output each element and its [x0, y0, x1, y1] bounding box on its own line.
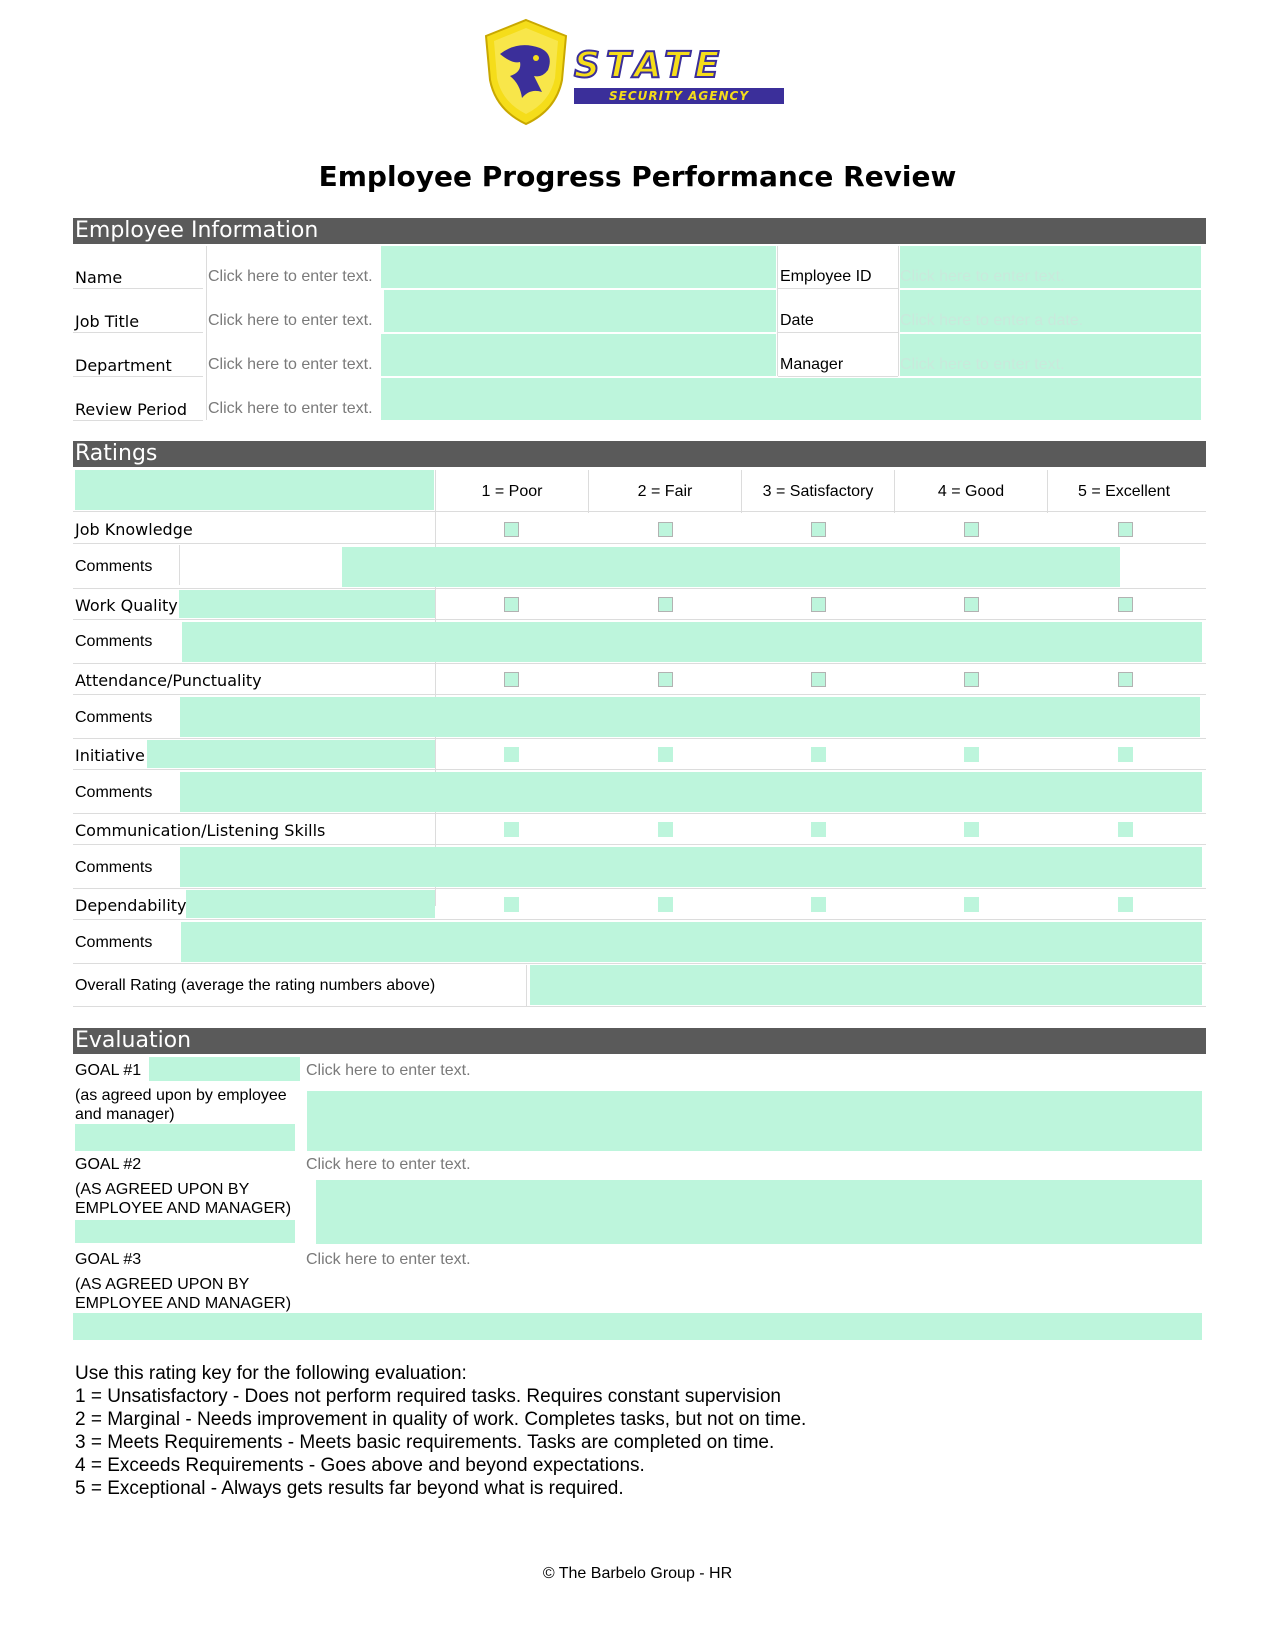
criterion-field[interactable] [179, 590, 435, 618]
goal-1-label-field[interactable] [149, 1057, 300, 1081]
rating-checkbox[interactable] [658, 522, 673, 537]
section-header-ratings: Ratings [73, 441, 1206, 467]
rating-checkbox[interactable] [811, 897, 826, 912]
name-placeholder[interactable]: Click here to enter text. [208, 268, 373, 285]
overall-rating-field[interactable] [530, 965, 1202, 1005]
job-title-field[interactable] [384, 290, 776, 332]
goal-3-field[interactable] [73, 1313, 1202, 1340]
comments-label: Comments [75, 633, 153, 650]
rating-checkbox[interactable] [504, 747, 519, 762]
rating-checkbox[interactable] [1118, 747, 1133, 762]
ratings-corner-cell [75, 470, 434, 510]
rating-checkbox[interactable] [504, 897, 519, 912]
goal-3-label: GOAL #3 [75, 1251, 142, 1268]
criterion-label: Attendance/Punctuality [75, 671, 262, 690]
rating-checkbox[interactable] [1118, 897, 1133, 912]
rating-checkbox[interactable] [1118, 822, 1133, 837]
criterion-field[interactable] [147, 740, 435, 768]
date-placeholder[interactable]: Click here to enter a date. [900, 312, 1084, 329]
goal-1-placeholder[interactable]: Click here to enter text. [306, 1062, 471, 1079]
employee-id-placeholder[interactable]: Click here to enter text. [900, 268, 1065, 285]
page-title: Employee Progress Performance Review [318, 160, 957, 193]
criterion-field[interactable] [186, 890, 435, 918]
comments-label: Comments [75, 709, 153, 726]
comments-field[interactable] [181, 922, 1202, 962]
review-period-label: Review Period [75, 400, 188, 419]
rating-checkbox[interactable] [1118, 522, 1133, 537]
criterion-label: Dependability [75, 896, 187, 915]
rating-key-item-1: 1 = Unsatisfactory - Does not perform required tasks. Requires constant supervision [75, 1386, 781, 1407]
scale-header-1: 1 = Poor [481, 483, 543, 500]
logo-word-state: STATE [574, 45, 726, 86]
comments-field[interactable] [180, 847, 1202, 887]
goal-2-field[interactable] [316, 1180, 1202, 1244]
rating-key-item-4: 4 = Exceeds Requirements - Goes above and beyond expectations. [75, 1455, 645, 1476]
employee-id-label: Employee ID [780, 268, 872, 285]
rating-checkbox[interactable] [504, 522, 519, 537]
name-field[interactable] [381, 246, 776, 288]
comments-label: Comments [75, 784, 153, 801]
rating-checkbox[interactable] [811, 822, 826, 837]
comments-field[interactable] [342, 547, 1120, 587]
rating-key-intro: Use this rating key for the following evaluation: [75, 1363, 467, 1384]
rating-checkbox[interactable] [811, 747, 826, 762]
rating-checkbox[interactable] [811, 522, 826, 537]
department-field[interactable] [381, 334, 776, 376]
criterion-label: Work Quality [75, 596, 178, 615]
logo [482, 18, 792, 126]
goal-2-label: GOAL #2 [75, 1156, 142, 1173]
manager-placeholder[interactable]: Click here to enter text. [900, 356, 1065, 373]
rating-checkbox[interactable] [658, 597, 673, 612]
rating-checkbox[interactable] [658, 672, 673, 687]
goal-2-note-field[interactable] [75, 1220, 295, 1243]
goal-3-placeholder[interactable]: Click here to enter text. [306, 1251, 471, 1268]
scale-header-3: 3 = Satisfactory [762, 483, 874, 500]
footer: © The Barbelo Group - HR [542, 1565, 733, 1582]
department-placeholder[interactable]: Click here to enter text. [208, 356, 373, 373]
job-title-placeholder[interactable]: Click here to enter text. [208, 312, 373, 329]
scale-header-2: 2 = Fair [637, 483, 693, 500]
job-title-label: Job Title [75, 312, 140, 331]
criterion-label: Job Knowledge [75, 520, 193, 539]
rating-key-item-5: 5 = Exceptional - Always gets results far beyond what is required. [75, 1478, 624, 1499]
manager-label: Manager [780, 356, 844, 373]
goal-2-note: (AS AGREED UPON BY EMPLOYEE AND MANAGER) [75, 1181, 292, 1217]
rating-checkbox[interactable] [658, 822, 673, 837]
goal-1-note: (as agreed upon by employee and manager) [75, 1087, 287, 1123]
scale-header-5: 5 = Excellent [1077, 483, 1171, 500]
comments-field[interactable] [182, 622, 1202, 662]
rating-checkbox[interactable] [504, 822, 519, 837]
goal-1-note-field[interactable] [75, 1124, 295, 1151]
review-period-placeholder[interactable]: Click here to enter text. [208, 400, 373, 417]
rating-checkbox[interactable] [811, 597, 826, 612]
goal-2-placeholder[interactable]: Click here to enter text. [306, 1156, 471, 1173]
goal-1-field[interactable] [307, 1091, 1202, 1151]
rating-checkbox[interactable] [504, 672, 519, 687]
comments-label: Comments [75, 558, 153, 575]
review-period-field[interactable] [381, 378, 1201, 420]
section-header-evaluation: Evaluation [73, 1028, 1206, 1054]
section-header-employee-information: Employee Information [73, 218, 1206, 244]
date-label: Date [780, 312, 814, 329]
criterion-label: Communication/Listening Skills [75, 821, 326, 840]
goal-3-note: (AS AGREED UPON BY EMPLOYEE AND MANAGER) [75, 1276, 292, 1312]
rating-checkbox[interactable] [964, 822, 979, 837]
name-label: Name [75, 268, 123, 287]
rating-checkbox[interactable] [964, 897, 979, 912]
rating-checkbox[interactable] [658, 747, 673, 762]
rating-checkbox[interactable] [964, 522, 979, 537]
scale-header-4: 4 = Good [937, 483, 1005, 500]
rating-checkbox[interactable] [964, 672, 979, 687]
comments-label: Comments [75, 859, 153, 876]
criterion-label: Initiative [75, 746, 145, 765]
comments-field[interactable] [180, 772, 1202, 812]
rating-checkbox[interactable] [1118, 672, 1133, 687]
rating-checkbox[interactable] [658, 897, 673, 912]
shield-icon [482, 18, 570, 126]
rating-checkbox[interactable] [964, 747, 979, 762]
comments-field[interactable] [180, 697, 1200, 737]
department-label: Department [75, 356, 172, 375]
logo-word-agency: SECURITY AGENCY [574, 88, 784, 104]
rating-checkbox[interactable] [1118, 597, 1133, 612]
rating-key-item-3: 3 = Meets Requirements - Meets basic requirements. Tasks are completed on time. [75, 1432, 775, 1453]
rating-checkbox[interactable] [811, 672, 826, 687]
overall-rating-label: Overall Rating (average the rating numbers above) [75, 977, 436, 994]
rating-checkbox[interactable] [504, 597, 519, 612]
comments-label: Comments [75, 934, 153, 951]
goal-1-label: GOAL #1 [75, 1062, 142, 1079]
rating-checkbox[interactable] [964, 597, 979, 612]
rating-key-item-2: 2 = Marginal - Needs improvement in quality of work. Completes tasks, but not on time. [75, 1409, 807, 1430]
